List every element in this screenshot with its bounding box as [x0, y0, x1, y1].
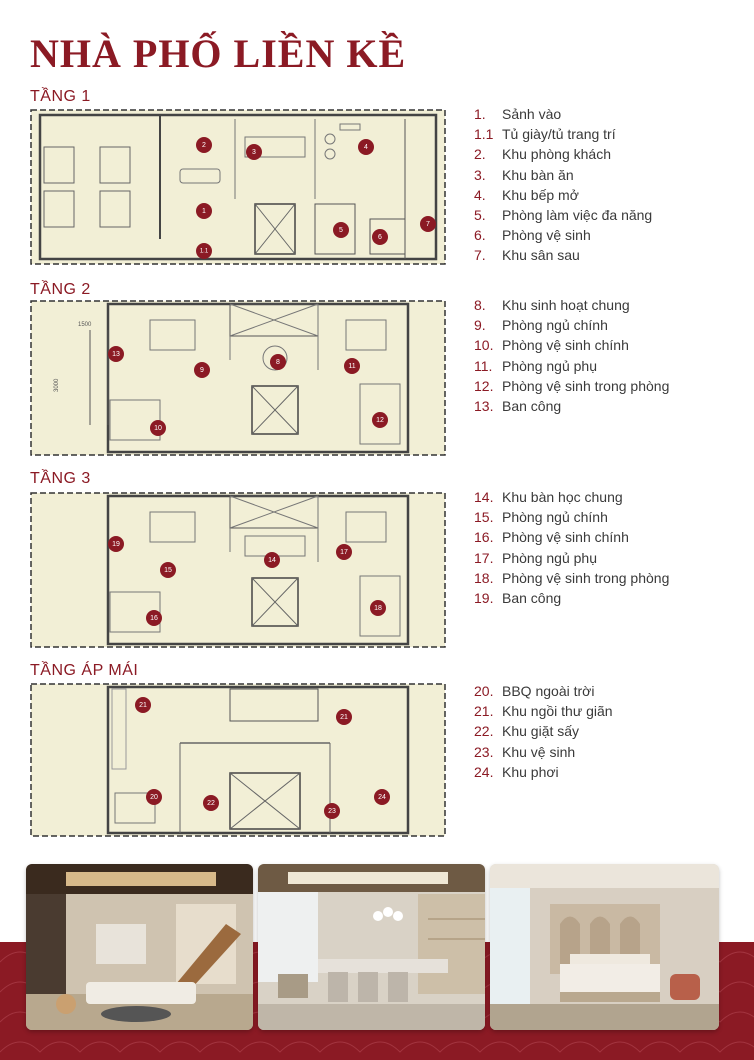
legend-item: 22. Khu giặt sấy: [474, 723, 580, 740]
marker-label: 8: [276, 358, 280, 366]
legend-item: 14. Khu bàn học chung: [474, 489, 623, 505]
svg-text:3000: 3000: [54, 378, 60, 392]
legend-floor-roof: [474, 681, 613, 782]
legend-item: 17. Phòng ngủ phụ: [474, 549, 597, 566]
marker-label: 5: [339, 226, 343, 234]
marker-label: 15: [164, 566, 172, 574]
svg-text:1500: 1500: [78, 322, 92, 328]
marker-label: 18: [374, 604, 382, 612]
marker-label: 21: [139, 701, 147, 709]
floor-label-1: TẦNG 1: [30, 88, 91, 105]
legend-item: 2. Khu phòng khách: [474, 146, 611, 163]
marker-label: 11: [348, 362, 356, 370]
legend-item: 24. Khu phơi: [474, 763, 559, 780]
floor-plan-2: [30, 300, 446, 456]
legend-item: 4. Khu bếp mở: [474, 186, 579, 203]
marker-label: 7: [426, 220, 430, 228]
legend-item: 21. Khu ngồi thư giãn: [474, 703, 613, 720]
legend-item: 13. Ban công: [474, 398, 562, 415]
floor-plan-1: [30, 109, 446, 265]
legend-item: 23. Khu vệ sinh: [474, 743, 576, 760]
legend-item: 10. Phòng vệ sinh chính: [474, 337, 629, 354]
legend-item: 7. Khu sân sau: [474, 247, 580, 264]
marker-label: 13: [112, 350, 120, 358]
marker-label: 19: [112, 540, 120, 548]
legend-item: 19. Ban công: [474, 590, 562, 607]
legend-item: 20. BBQ ngoài trời: [474, 683, 595, 699]
marker-label: 2: [202, 141, 206, 149]
marker-label: 9: [200, 366, 204, 374]
legend-item: 16. Phòng vệ sinh chính: [474, 529, 629, 546]
marker-label: 21: [340, 713, 348, 721]
marker-label: 12: [376, 416, 384, 424]
living-room-photo: [26, 864, 253, 1030]
marker-label: 24: [378, 793, 386, 801]
legend-item: 9. Phòng ngủ chính: [474, 317, 608, 334]
marker-label: 14: [268, 556, 276, 564]
page-title: NHÀ PHỐ LIỀN KỀ: [30, 31, 407, 76]
marker-label: 1.1: [199, 248, 209, 255]
legend-floor-2: [474, 295, 669, 416]
legend-floor-1: [474, 104, 652, 266]
marker-label: 4: [364, 143, 368, 151]
marker-label: 6: [378, 233, 382, 241]
marker-label: 16: [150, 614, 158, 622]
legend-item: 15. Phòng ngủ chính: [474, 509, 608, 526]
floor-label-2: TẦNG 2: [30, 281, 91, 298]
marker-label: 17: [340, 548, 348, 556]
legend-item: 11. Phòng ngủ phụ: [474, 357, 597, 374]
marker-label: 1: [202, 207, 206, 215]
legend-floor-3: [474, 487, 669, 608]
legend-item: 1.1 Tủ giày/tủ trang trí: [474, 126, 616, 143]
legend-item: 1. Sảnh vào: [474, 106, 562, 122]
floor-plan-3: [30, 492, 446, 648]
legend-item: 12. Phòng vệ sinh trong phòng: [474, 377, 670, 394]
bedroom-photo: [490, 864, 719, 1030]
legend-item: 3. Khu bàn ăn: [474, 166, 574, 183]
legend-item: 6. Phòng vệ sinh: [474, 227, 591, 244]
legend-item: 8. Khu sinh hoạt chung: [474, 297, 630, 313]
floor-label-roof: TẦNG ÁP MÁI: [30, 662, 139, 679]
legend-item: 18. Phòng vệ sinh trong phòng: [474, 569, 670, 586]
marker-label: 20: [150, 793, 158, 801]
marker-label: 10: [154, 424, 162, 432]
floor-plan-roof: [30, 683, 446, 837]
floor-label-3: TẦNG 3: [30, 470, 91, 487]
legend-item: 5. Phòng làm việc đa năng: [474, 207, 653, 224]
marker-label: 3: [252, 148, 256, 156]
marker-label: 22: [207, 799, 215, 807]
dining-room-photo: [258, 864, 485, 1030]
marker-label: 23: [328, 807, 336, 815]
